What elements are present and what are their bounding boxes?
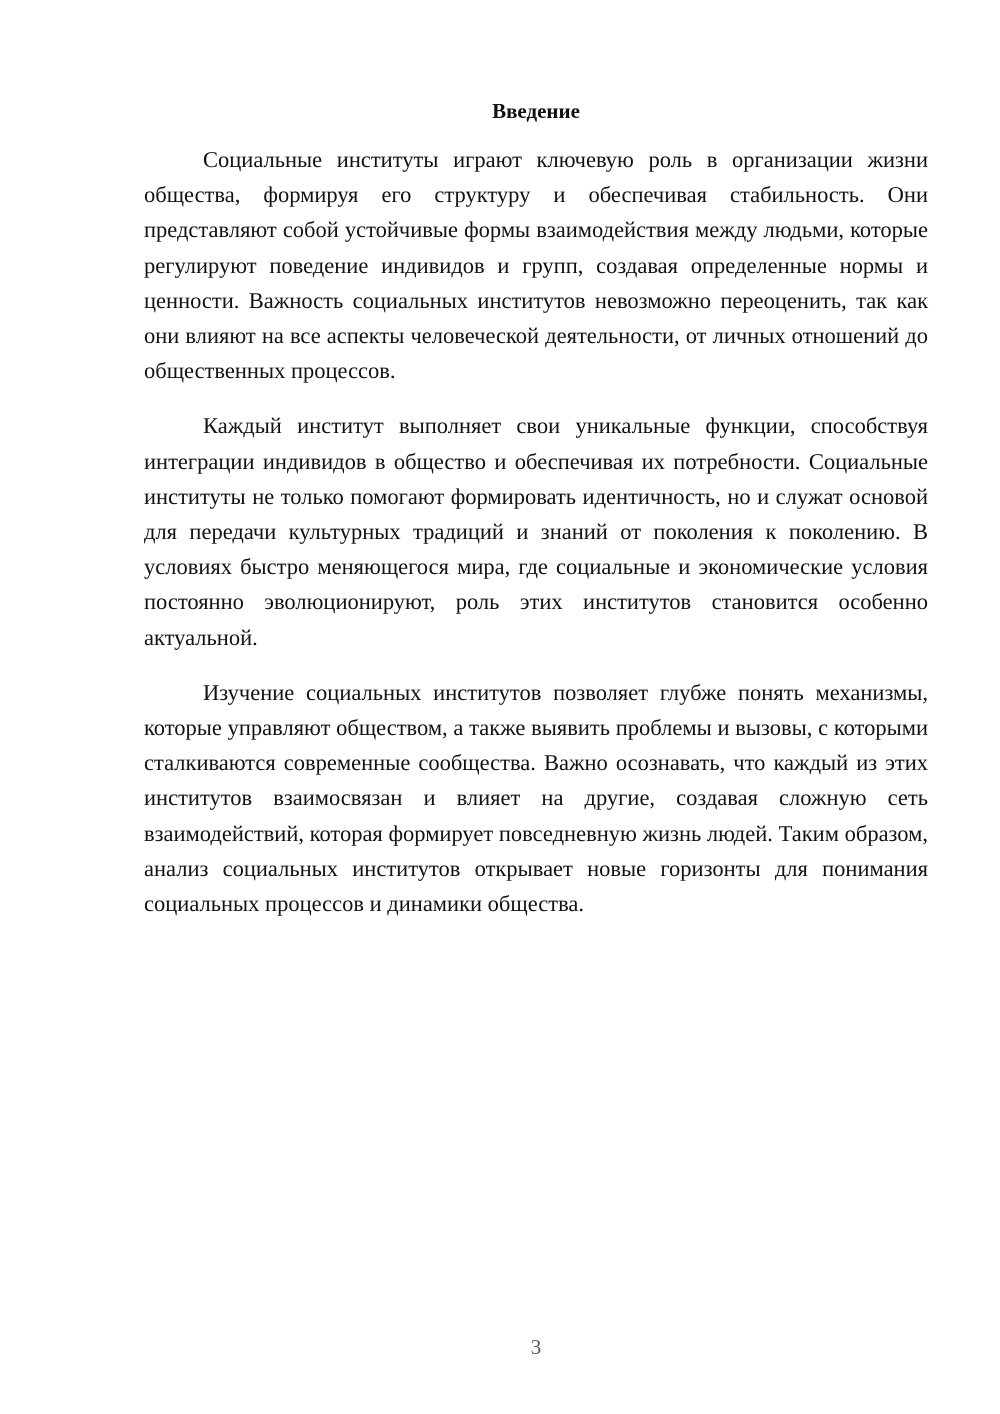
- paragraph-2: Каждый институт выполняет свои уникальные функции, способствуя интеграции индивидов в общество и обеспечивая их потребности. Социальные институты не только помогают формировать идентичность, но и служат основой для передачи культурных традиций и знаний от поколения к поколению. В условиях быстро меняющегося мира, где социальные и экономические условия постоянно эволюционируют, роль этих институтов становится особенно актуальной.: [144, 413, 928, 650]
- document-body: [144, 142, 928, 941]
- page-title: Введение: [492, 99, 580, 123]
- page-number: 3: [530, 1335, 542, 1359]
- paragraph-1: Социальные институты играют ключевую роль в организации жизни общества, формируя его структуру и обеспечивая стабильность. Они представляют собой устойчивые формы взаимодействия между людьми, которые регулируют поведение индивидов и групп, создавая определенные нормы и ценности. Важность социальных институтов невозможно переоценить, так как они влияют на все аспекты человеческой деятельности, от личных отношений до общественных процессов.: [144, 147, 928, 384]
- paragraph-3: Изучение социальных институтов позволяет глубже понять механизмы, которые управляют обществом, а также выявить проблемы и вызовы, с которыми сталкиваются современные сообщества. Важно осознавать, что каждый из этих институтов взаимосвязан и влияет на другие, создавая сложную сеть взаимодействий, которая формирует повседневную жизнь людей. Таким образом, анализ социальных институтов открывает новые горизонты для понимания социальных процессов и динамики общества.: [144, 679, 928, 917]
